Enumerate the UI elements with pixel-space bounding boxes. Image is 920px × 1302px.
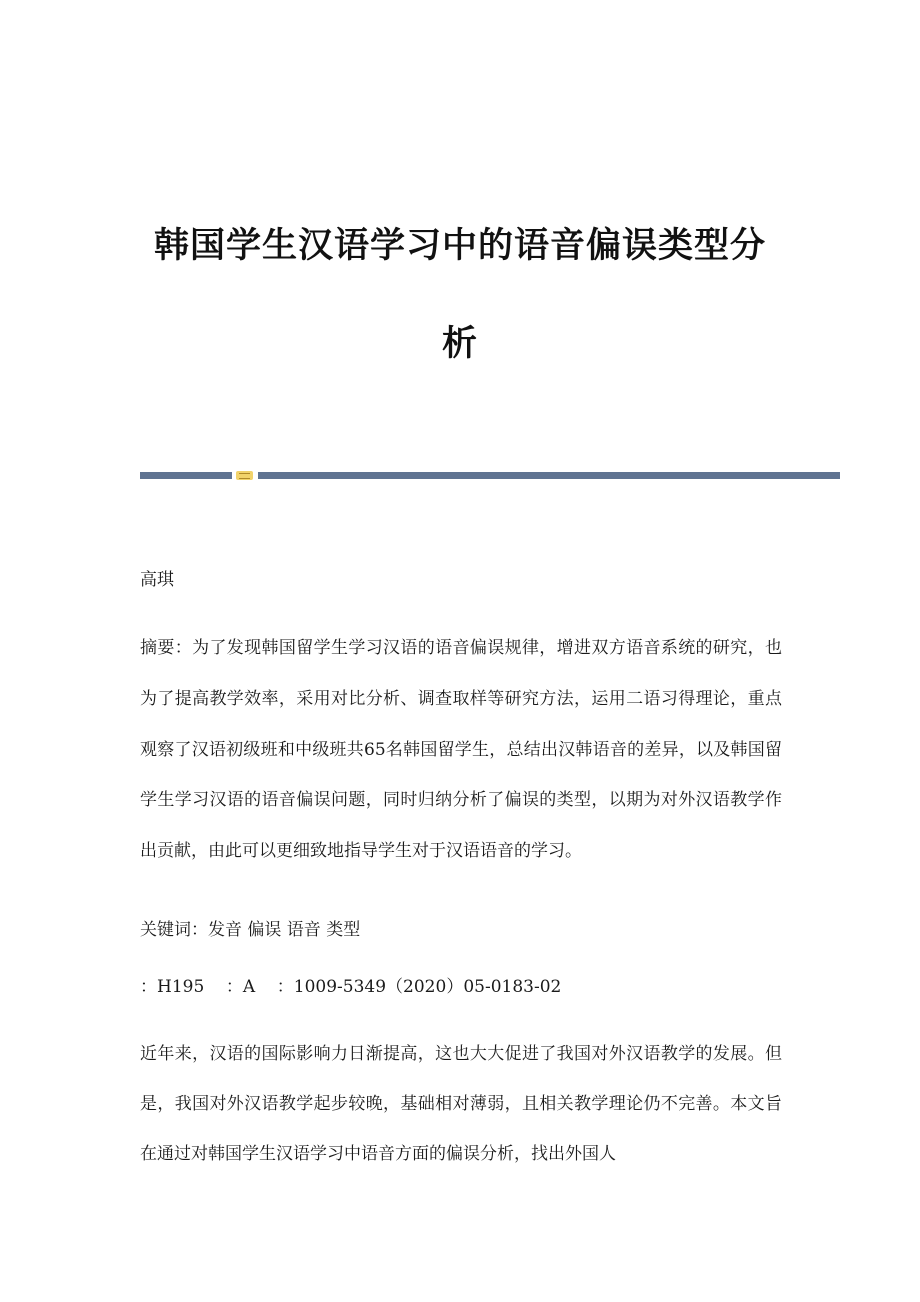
- envelope-ornament-icon: [236, 471, 253, 480]
- title-divider: [140, 471, 840, 480]
- classification-line: ：H195 ：A ：1009-5349（2020）05-0183-02: [140, 977, 562, 997]
- paper-title-line-2: 析: [441, 324, 478, 364]
- divider-bar-right: [258, 472, 840, 479]
- keywords-line: 关键词：发音 偏误 语音 类型: [140, 920, 361, 940]
- paper-title-line-1: 韩国学生汉语学习中的语音偏误类型分: [153, 226, 766, 266]
- abstract-paragraph: 摘要：为了发现韩国留学生学习汉语的语音偏误规律，增进双方语音系统的研究，也为了提高教学效率，采用对比分析、调查取样等研究方法，运用二语习得理论，重点观察了汉语初级班和中级班共65名韩国留学生，总结出汉韩语音的差异，以及韩国留学生学习汉语的语音偏误问题，同时归纳分析了偏误的类型，以期为对外汉语教学作出贡献，由此可以更细致地指导学生对于汉语语音的学习。: [140, 638, 782, 862]
- body-paragraph: 近年来，汉语的国际影响力日渐提高，这也大大促进了我国对外汉语教学的发展。但是，我国对外汉语教学起步较晚，基础相对薄弱，且相关教学理论仍不完善。本文旨在通过对韩国学生汉语学习中语音方面的偏误分析，找出外国人: [140, 1044, 782, 1164]
- divider-bar-left: [140, 472, 232, 479]
- author-name: 高琪: [140, 570, 174, 590]
